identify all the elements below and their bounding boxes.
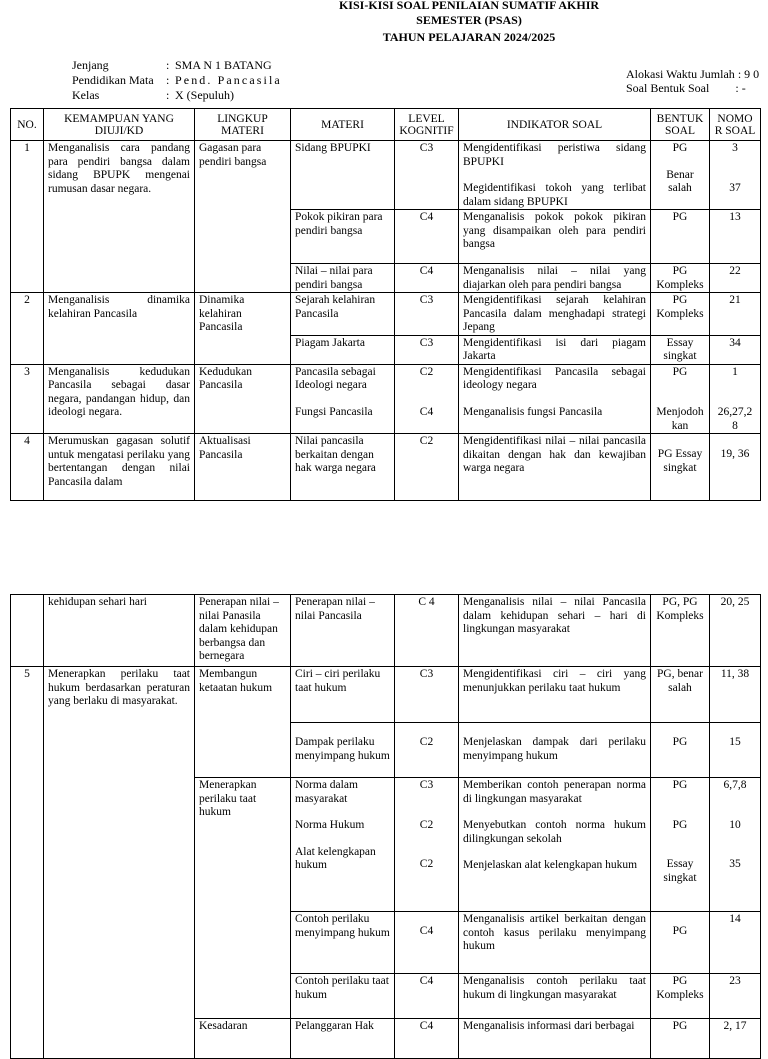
cell-materi: Contoh perilaku taat hukum xyxy=(291,974,395,1019)
header-lingkup-materi: LINGKUP MATERI xyxy=(195,109,291,141)
meta-value: - xyxy=(741,81,746,95)
document-title-line-1: KISI-KISI SOAL PENILAIAN SUMATIF AKHIR xyxy=(338,0,600,12)
cell-lingkup: Menerapkan perilaku taat hukum xyxy=(195,778,291,1019)
indikator-text: Megidentifikasi tokoh yang terlibat dalam sidang BPUPKI xyxy=(463,182,646,208)
cell-indikator: Menganalisis pokok pokok pikiran yang disampaikan oleh para pendiri bangsa xyxy=(459,210,651,264)
cell-level: C 4 xyxy=(395,595,459,667)
cell-indikator: Menganalisis nilai – nilai Pancasila dalam kehidupan sehari – hari di lingkungan masyarakat xyxy=(459,595,651,667)
meta-value: SMA N 1 BATANG xyxy=(175,58,272,72)
cell-nomor: 22 xyxy=(710,264,761,293)
cell-level: C2 xyxy=(395,434,459,501)
cell-indikator xyxy=(459,364,651,434)
cell-level: C2 xyxy=(395,723,459,778)
level-text: C2 xyxy=(419,365,434,378)
cell-indikator: Menganalisis artikel berkaitan dengan contoh kasus perilaku menyimpang hukum xyxy=(459,912,651,974)
level-text: C2 xyxy=(419,858,434,870)
cell-nomor: 11, 38 xyxy=(710,667,761,723)
meta-kelas xyxy=(72,88,234,104)
cell-indikator: Mengidentifikasi isi dari piagam Jakarta xyxy=(459,335,651,364)
cell-bentuk xyxy=(651,141,710,210)
document-title-line-2: SEMESTER (PSAS) xyxy=(416,13,522,27)
bentuk-text: PG xyxy=(672,818,688,831)
cell-kemampuan: Menganalisis kedudukan Pancasila sebagai dasar negara, pandangan hidup, dan ideologi negara. xyxy=(44,364,195,434)
nomor-text: 10 xyxy=(729,818,741,831)
cell-lingkup: Kedudukan Pancasila xyxy=(195,364,291,434)
cell-materi: Ciri – ciri perilaku taat hukum xyxy=(291,667,395,723)
table-row xyxy=(11,364,761,434)
indikator-text: Mengidentifikasi peristiwa sidang BPUPKI xyxy=(463,142,646,168)
bentuk-text: Benar salah xyxy=(666,168,694,194)
cell-level: C3 xyxy=(395,667,459,723)
cell-materi: Contoh perilaku menyimpang hukum xyxy=(291,912,395,974)
meta-mata-pelajaran xyxy=(72,73,282,89)
cell-bentuk xyxy=(651,364,710,434)
cell-level: C4 xyxy=(395,210,459,264)
nomor-text: 37 xyxy=(729,181,741,194)
table-row xyxy=(11,667,761,723)
indikator-text: Menjelaskan alat kelengkapan hukum xyxy=(463,859,638,871)
bentuk-text: PG xyxy=(672,365,688,378)
cell-kemampuan: Menganalisis cara pandang para pendiri bangsa dalam sidang BPUPK mengenai rumusan dasar negara. xyxy=(44,141,195,293)
meta-label: Pendidikan Mata xyxy=(72,73,154,87)
level-text: C4 xyxy=(419,406,434,418)
cell-indikator: Menganalisis contoh perilaku taat hukum di lingkungan masyarakat xyxy=(459,974,651,1019)
meta-jenjang xyxy=(72,58,272,74)
cell-bentuk: PG, benar salah xyxy=(651,667,710,723)
cell-no: 3 xyxy=(11,364,44,434)
cell-materi xyxy=(291,364,395,434)
kisi-kisi-table-page-2 xyxy=(10,594,761,1059)
materi-text: Norma dalam masyarakat xyxy=(295,779,358,805)
cell-bentuk: PG Kompleks xyxy=(651,264,710,293)
cell-materi: Pelanggaran Hak xyxy=(291,1019,395,1059)
cell-level: C4 xyxy=(395,264,459,293)
cell-indikator: Mengidentifikasi sejarah kelahiran Pancasila dalam menghadapi strategi Jepang xyxy=(459,293,651,336)
cell-materi: Sidang BPUPKI xyxy=(291,141,395,210)
cell-indikator: Menganalisis informasi dari berbagai xyxy=(459,1019,651,1059)
indikator-text: Menganalisis fungsi Pancasila xyxy=(463,405,603,418)
cell-materi: Nilai – nilai para pendiri bangsa xyxy=(291,264,395,293)
cell-nomor: 23 xyxy=(710,974,761,1019)
cell-bentuk: PG Kompleks xyxy=(651,293,710,336)
bentuk-text: PG xyxy=(672,779,688,791)
indikator-text: Mengidentifikasi Pancasila sebagai ideology negara xyxy=(463,365,646,391)
header-bentuk-soal: BENTUK SOAL xyxy=(651,109,710,141)
meta-colon: : xyxy=(166,58,170,72)
cell-nomor: 20, 25 xyxy=(710,595,761,667)
cell-nomor xyxy=(710,778,761,912)
meta-colon: : xyxy=(737,67,742,81)
kisi-kisi-table-page-1 xyxy=(10,108,761,501)
meta-label: Kelas xyxy=(72,88,100,102)
indikator-text: Memberikan contoh penerapan norma di lingkungan masyarakat xyxy=(463,779,646,805)
nomor-text: 6,7,8 xyxy=(723,779,747,791)
table-header-row xyxy=(11,109,761,141)
cell-nomor: 14 xyxy=(710,912,761,974)
meta-colon: : xyxy=(166,88,170,102)
meta-label: Alokasi Waktu Jumlah xyxy=(626,67,735,81)
cell-kemampuan: Menganalisis dinamika kelahiran Pancasila xyxy=(44,293,195,365)
cell-nomor: 2, 17 xyxy=(710,1019,761,1059)
cell-kemampuan: Merumuskan gagasan solutif untuk mengatasi perilaku yang bertentangan dengan nilai Pancasila dalam xyxy=(44,434,195,501)
cell-nomor xyxy=(710,364,761,434)
meta-value: X (Sepuluh) xyxy=(175,88,234,102)
cell-lingkup: Penerapan nilai – nilai Panasila dalam kehidupan berbangsa dan bernegara xyxy=(195,595,291,667)
header-level-kognitif: LEVEL KOGNITIF xyxy=(395,109,459,141)
meta-bentuk-soal xyxy=(626,81,746,97)
meta-colon: : xyxy=(735,81,739,95)
cell-lingkup: Membangun ketaatan hukum xyxy=(195,667,291,778)
cell-level: C3 xyxy=(395,141,459,210)
cell-bentuk xyxy=(651,778,710,912)
cell-level: C3 xyxy=(395,335,459,364)
cell-nomor xyxy=(710,141,761,210)
header-nomor-soal: NOMO R SOAL xyxy=(710,109,761,141)
table-row xyxy=(11,434,761,501)
bentuk-text: Essay singkat xyxy=(663,858,697,884)
cell-no: 1 xyxy=(11,141,44,293)
document-title-line-3: TAHUN PELAJARAN 2024/2025 xyxy=(382,30,556,44)
cell-bentuk: PG Kompleks xyxy=(651,974,710,1019)
cell-materi xyxy=(291,778,395,912)
cell-level: C3 xyxy=(395,293,459,336)
level-text: C3 xyxy=(419,779,434,791)
cell-no xyxy=(11,595,44,667)
nomor-text: 35 xyxy=(729,858,741,870)
cell-nomor: 13 xyxy=(710,210,761,264)
cell-indikator: Mengidentifikasi nilai – nilai pancasila dikaitan dengan hak dan kewajiban warga negara xyxy=(459,434,651,501)
meta-label: Jenjang xyxy=(72,58,109,72)
meta-colon: : xyxy=(166,73,170,87)
table-row xyxy=(11,595,761,667)
cell-level: C4 xyxy=(395,912,459,974)
cell-bentuk: PG xyxy=(651,912,710,974)
cell-lingkup: Dinamika kelahiran Pancasila xyxy=(195,293,291,365)
nomor-text: 26,27,2 8 xyxy=(717,406,753,432)
cell-no: 2 xyxy=(11,293,44,365)
table-row xyxy=(11,141,761,210)
cell-bentuk: PG, PG Kompleks xyxy=(651,595,710,667)
cell-bentuk: PG xyxy=(651,723,710,778)
cell-nomor: 15 xyxy=(710,723,761,778)
cell-no: 4 xyxy=(11,434,44,501)
materi-text: Fungsi Pancasila xyxy=(295,405,373,418)
header-no: NO. xyxy=(11,109,44,141)
cell-materi: Penerapan nilai – nilai Pancasila xyxy=(291,595,395,667)
cell-materi: Dampak perilaku menyimpang hukum xyxy=(291,723,395,778)
level-text: C2 xyxy=(419,818,434,831)
cell-lingkup: Aktualisasi Pancasila xyxy=(195,434,291,501)
cell-bentuk: PG xyxy=(651,210,710,264)
cell-nomor: 34 xyxy=(710,335,761,364)
materi-text: Pancasila sebagai Ideologi negara xyxy=(295,365,376,391)
meta-label: Soal Bentuk Soal xyxy=(626,81,710,95)
cell-materi: Piagam Jakarta xyxy=(291,335,395,364)
bentuk-text: PG xyxy=(672,142,688,154)
cell-materi: Sejarah kelahiran Pancasila xyxy=(291,293,395,336)
cell-lingkup: Gagasan para pendiri bangsa xyxy=(195,141,291,293)
nomor-text: 1 xyxy=(732,365,738,378)
cell-nomor: 21 xyxy=(710,293,761,336)
cell-kemampuan: Menerapkan perilaku taat hukum berdasarkan peraturan yang berlaku di masyarakat. xyxy=(44,667,195,1059)
meta-value: Pend. Pancasila xyxy=(175,73,282,87)
cell-bentuk: PG Essay singkat xyxy=(651,434,710,501)
cell-no: 5 xyxy=(11,667,44,1059)
cell-materi: Nilai pancasila berkaitan dengan hak warga negara xyxy=(291,434,395,501)
cell-materi: Pokok pikiran para pendiri bangsa xyxy=(291,210,395,264)
cell-indikator: Menganalisis nilai – nilai yang diajarkan oleh para pendiri bangsa xyxy=(459,264,651,293)
cell-indikator: Mengidentifikasi ciri – ciri yang menunjukkan perilaku taat hukum xyxy=(459,667,651,723)
cell-level xyxy=(395,364,459,434)
header-kemampuan: KEMAMPUAN YANG DIUJI/KD xyxy=(44,109,195,141)
bentuk-text: Menjodoh kan xyxy=(656,406,704,432)
meta-value: 9 0 xyxy=(744,67,760,81)
cell-kemampuan: kehidupan sehari hari xyxy=(44,595,195,667)
cell-lingkup: Kesadaran xyxy=(195,1019,291,1059)
cell-level: C4 xyxy=(395,1019,459,1059)
cell-indikator xyxy=(459,141,651,210)
materi-text: Alat kelengkapan hukum xyxy=(295,845,376,871)
cell-level: C4 xyxy=(395,974,459,1019)
cell-indikator xyxy=(459,778,651,912)
cell-indikator: Menjelaskan dampak dari perilaku menyimpang hukum xyxy=(459,723,651,778)
header-indikator-soal: INDIKATOR SOAL xyxy=(459,109,651,141)
indikator-text: Menyebutkan contoh norma hukum dilingkungan sekolah xyxy=(463,819,646,845)
table-row xyxy=(11,293,761,336)
header-materi: MATERI xyxy=(291,109,395,141)
cell-bentuk: Essay singkat xyxy=(651,335,710,364)
cell-level xyxy=(395,778,459,912)
cell-nomor: 19, 36 xyxy=(710,434,761,501)
cell-bentuk: PG xyxy=(651,1019,710,1059)
materi-text: Norma Hukum xyxy=(295,819,365,831)
nomor-text: 3 xyxy=(732,142,738,154)
